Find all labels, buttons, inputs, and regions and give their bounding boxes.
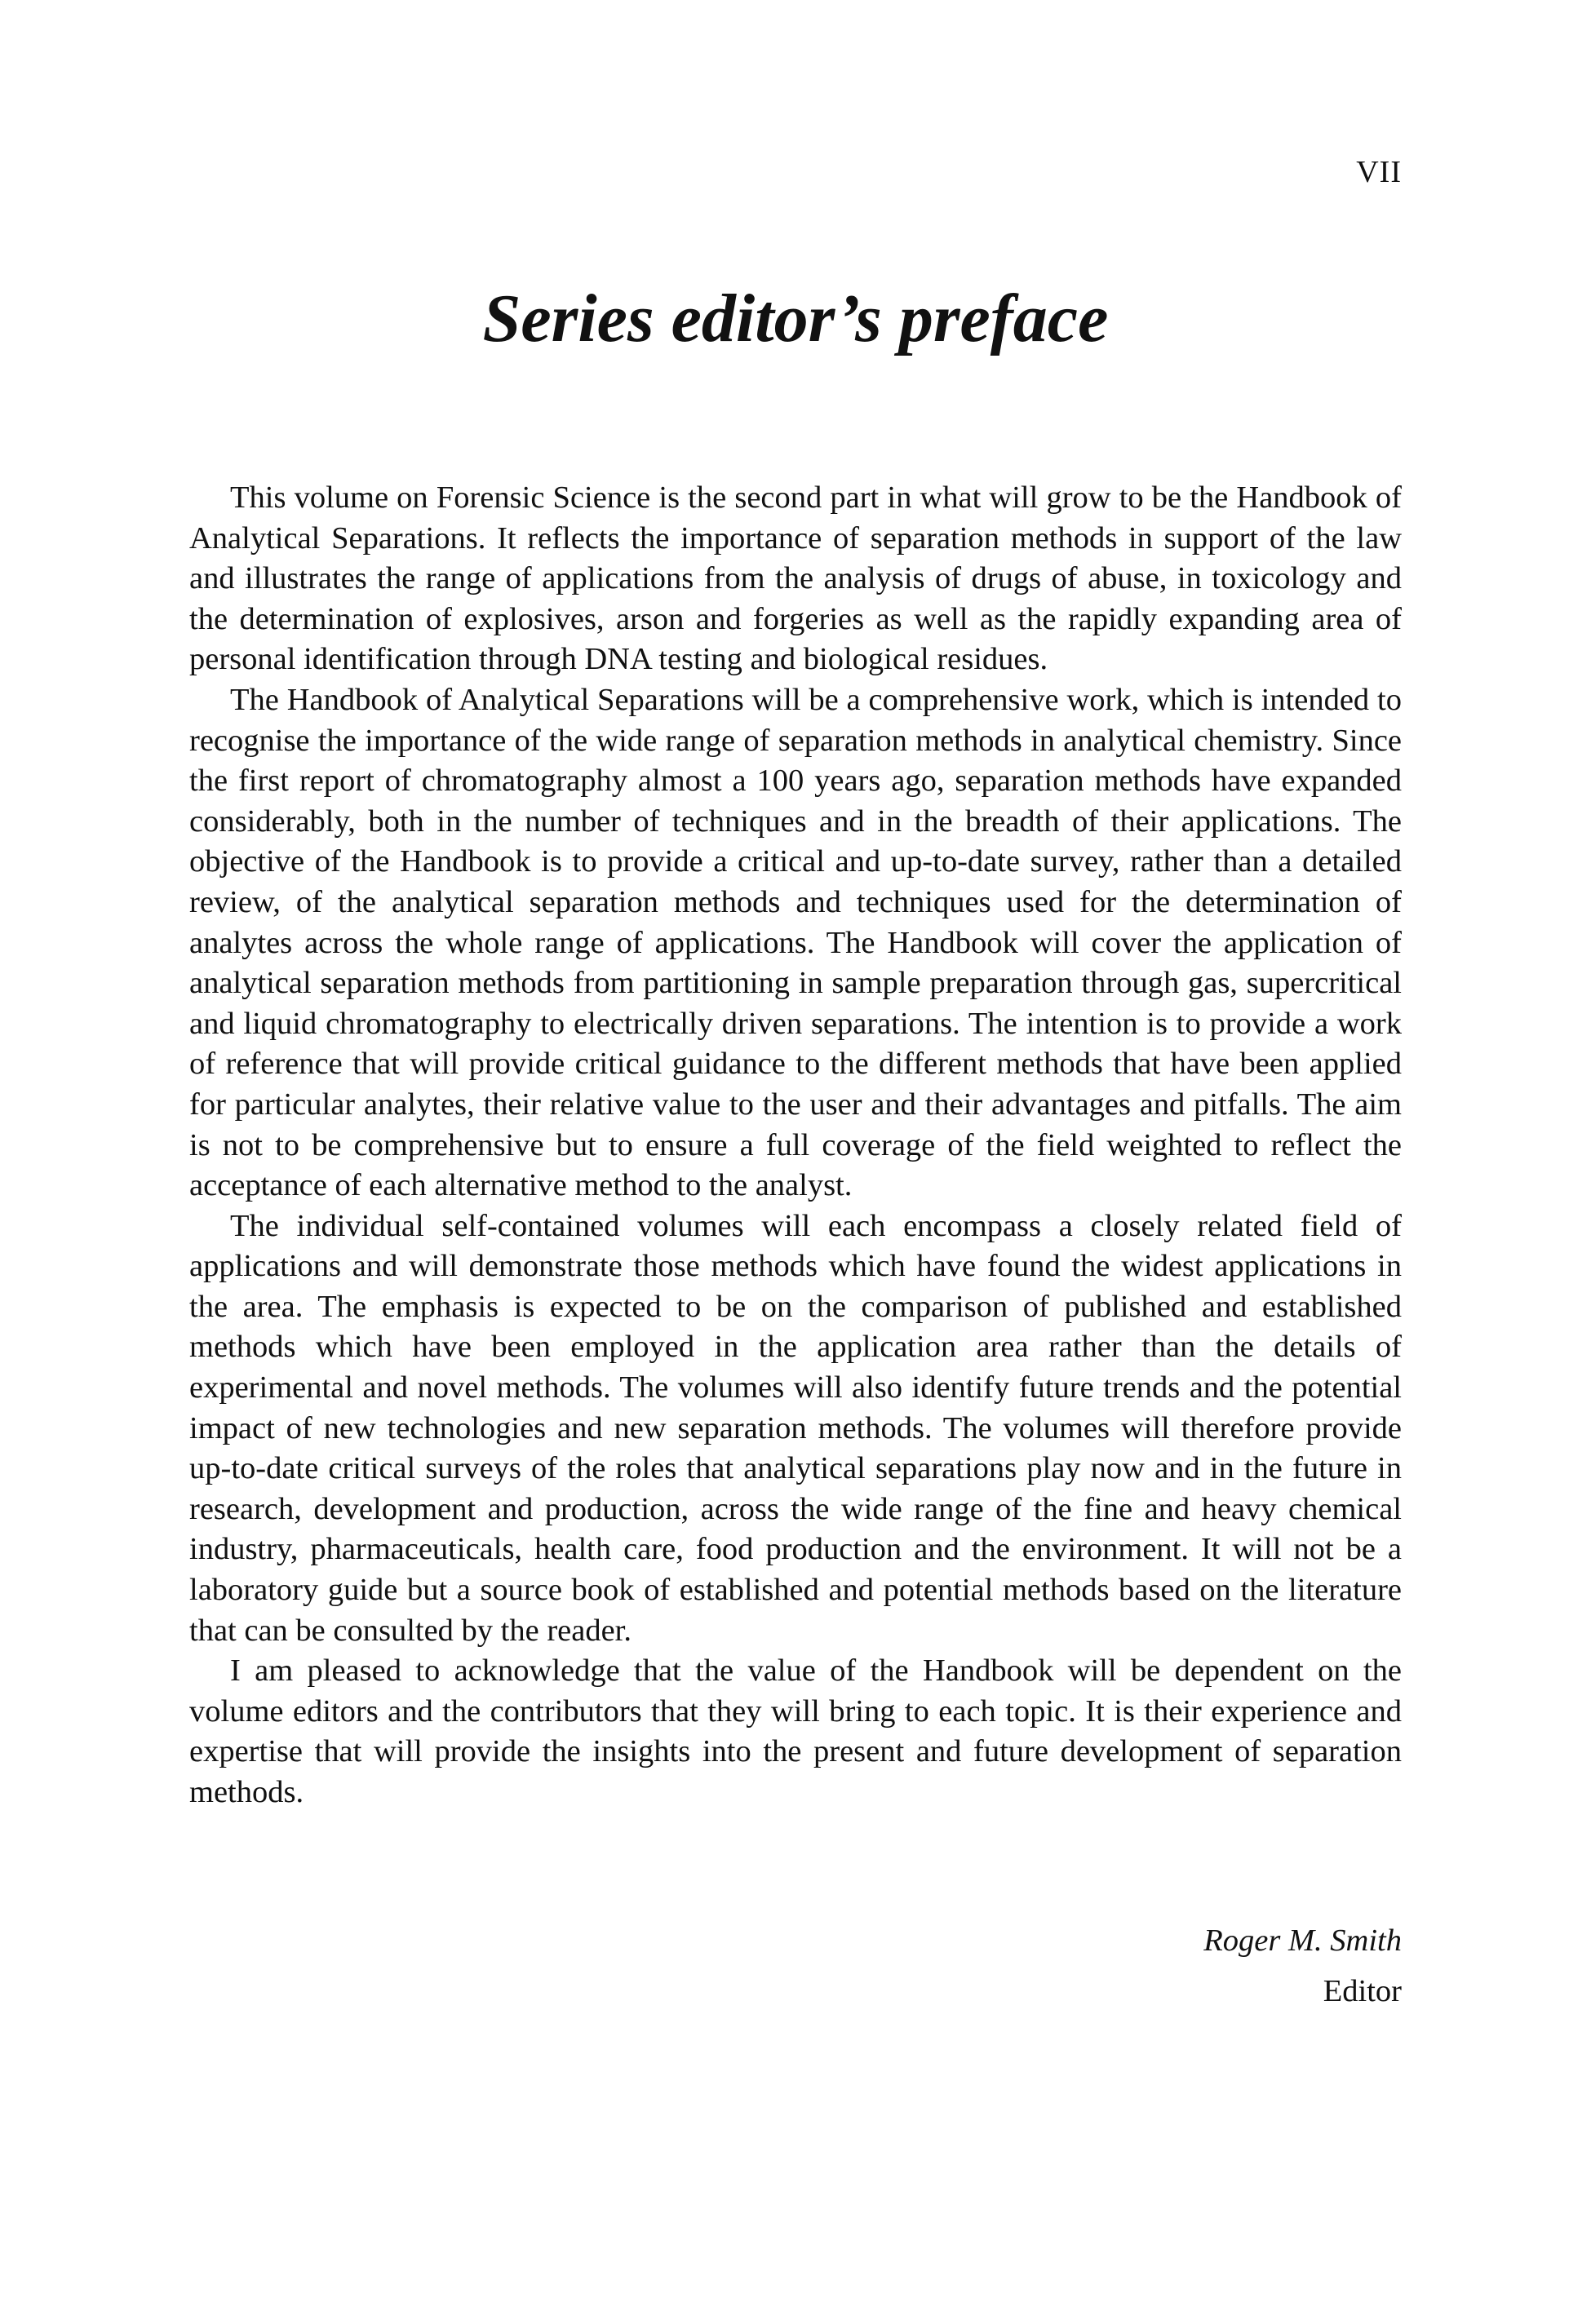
page-title: Series editor’s preface bbox=[482, 281, 1109, 356]
signature-role: Editor bbox=[1323, 1974, 1402, 2008]
page-number: VII bbox=[1356, 155, 1402, 189]
paragraph: The Handbook of Analytical Separations will be a comprehensive work, which is intended to recognise the importance of the wide range of separation methods in analytical chemistry. Since the first report of chromatography almost a 100 years ago, separation methods have expanded considerably, both in the number of techniques and in the breadth of their applications. The objective of the Handbook is to provide a critical and up-to-date survey, rather than a detailed review, of the analytical separation methods and techniques used for the determination of analytes across the whole range of applications. The Handbook will cover the application of analytical separation methods from partitioning in sample preparation through gas, supercritical and liquid chromatography to electrically driven separations. The intention is to provide a work of reference that will provide critical guidance to the different methods that have been applied for particular analytes, their relative value to the user and their advantages and pitfalls. The aim is not to be comprehensive but to ensure a full coverage of the field weighted to reflect the acceptance of each alternative method to the analyst. bbox=[189, 682, 1402, 1203]
paragraph: The individual self-contained volumes will each encompass a closely related field of applications and will demonstrate those methods which have found the widest applications in the area. The emphasis is expected to be on the comparison of published and established methods which have been employed in the application area rather than the details of experimental and novel methods. The volumes will also identify future trends and the potential impact of new technologies and new separation methods. The volumes will therefore provide up-to-date critical surveys of the roles that analytical separations play now and in the future in research, development and production, across the wide range of the fine and heavy chemical industry, pharmaceuticals, health care, food production and the environment. It will not be a laboratory guide but a source book of established and potential methods based on the literature that can be consulted by the reader. bbox=[189, 1208, 1402, 1648]
signature-block bbox=[1203, 1915, 1402, 2016]
signature-name: Roger M. Smith bbox=[1203, 1923, 1402, 1958]
paragraph: This volume on Forensic Science is the second part in what will grow to be the Handbook of Analytical Separations. It reflects the importance of separation methods in support of the law and illustrates the range of applications from the analysis of drugs of abuse, in toxicology and the determination of explosives, arson and forgeries as well as the rapidly expanding area of personal identification through DNA testing and biological residues. bbox=[189, 480, 1402, 677]
paragraph: I am pleased to acknowledge that the value of the Handbook will be dependent on the volume editors and the contributors that they will bring to each topic. It is their experience and expertise that will provide the insights into the present and future development of separation methods. bbox=[189, 1653, 1402, 1809]
body-text bbox=[189, 478, 1402, 1813]
